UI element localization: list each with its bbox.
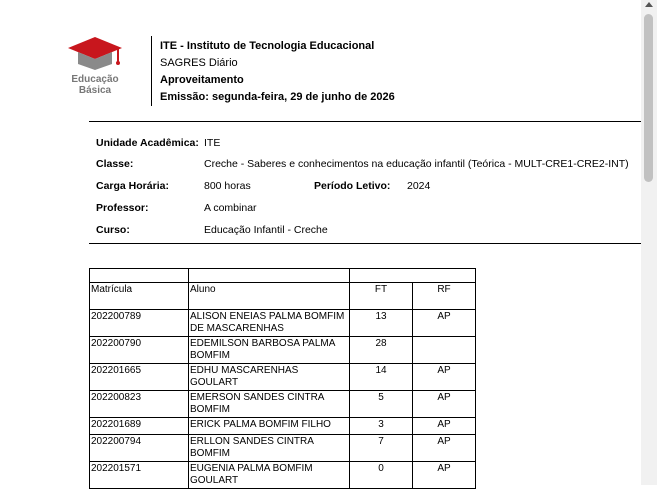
col-matricula-header: Matrícula (90, 283, 189, 310)
matricula-cell: 202200823 (90, 391, 189, 418)
ft-cell: 28 (350, 337, 413, 364)
report-header (151, 36, 641, 106)
aluno-cell (189, 435, 350, 462)
rf-cell: AP (413, 418, 476, 435)
report-title: Aproveitamento (160, 74, 244, 86)
aluno-name-line: GOULART (190, 475, 239, 486)
matricula-cell: 202200794 (90, 435, 189, 462)
matricula-cell: 202201665 (90, 364, 189, 391)
ft-cell: 7 (350, 435, 413, 462)
aluno-name-line: ALISON ENEIAS PALMA BOMFIM (190, 311, 345, 322)
table-row (90, 418, 476, 435)
unidade-label: Unidade Acadêmica: (96, 137, 199, 149)
col-ft-header: FT (350, 283, 413, 310)
scroll-up-arrow-icon[interactable] (645, 2, 653, 7)
table-row (90, 337, 476, 364)
carga-label: Carga Horária: (96, 180, 169, 192)
bottom-rule (89, 243, 641, 244)
aluno-cell (189, 364, 350, 391)
matricula-cell: 202201571 (90, 462, 189, 489)
table-row (90, 391, 476, 418)
carga-value: 800 horas (204, 180, 251, 192)
table-spacer-row (90, 269, 476, 283)
rf-cell: AP (413, 391, 476, 418)
table-row (90, 310, 476, 337)
table-header-row (90, 283, 476, 310)
issue-date: Emissão: segunda-feira, 29 de junho de 2026 (160, 91, 395, 103)
professor-value: A combinar (204, 202, 257, 214)
institution-name: ITE - Instituto de Tecnologia Educacional (160, 40, 375, 52)
matricula-cell: 202201689 (90, 418, 189, 435)
logo-caption: Educação Básica (71, 74, 119, 96)
periodo-value: 2024 (407, 180, 431, 192)
table-row (90, 364, 476, 391)
curso-label: Curso: (96, 224, 130, 236)
professor-label: Professor: (96, 202, 149, 214)
ft-cell: 0 (350, 462, 413, 489)
top-rule (89, 121, 641, 122)
aluno-cell (189, 310, 350, 337)
aluno-cell (189, 462, 350, 489)
classe-label: Classe: (96, 158, 134, 170)
aluno-name-line: ERICK PALMA BOMFIM FILHO (190, 419, 331, 430)
rf-cell: AP (413, 462, 476, 489)
rf-cell: AP (413, 364, 476, 391)
educacao-basica-logo (60, 34, 130, 96)
aluno-name-line: EDHU MASCARENHAS GOULART (190, 365, 299, 388)
matricula-cell: 202200789 (90, 310, 189, 337)
rf-cell: AP (413, 435, 476, 462)
ft-cell: 13 (350, 310, 413, 337)
aluno-name-line: EDEMILSON BARBOSA PALMA (190, 338, 336, 349)
classe-value: Creche - Saberes e conhecimentos na educação infantil (Teórica - MULT-CRE1-CRE2-INT) (204, 158, 629, 170)
scrollbar-thumb[interactable] (644, 14, 653, 182)
header-divider (151, 36, 152, 106)
table-row (90, 435, 476, 462)
ft-cell: 3 (350, 418, 413, 435)
ft-cell: 5 (350, 391, 413, 418)
rf-cell: AP (413, 310, 476, 337)
rf-cell (413, 337, 476, 364)
aluno-name-line: DE MASCARENHAS (190, 323, 284, 334)
matricula-cell: 202200790 (90, 337, 189, 364)
aluno-name-line: EMERSON SANDES CINTRA (190, 392, 325, 403)
aluno-cell (189, 391, 350, 418)
col-aluno-header: Aluno (189, 283, 350, 310)
aluno-name-line: BOMFIM (190, 350, 230, 361)
table-row (90, 462, 476, 489)
aluno-cell (189, 418, 350, 435)
students-table (89, 268, 476, 489)
system-name: SAGRES Diário (160, 57, 238, 69)
aluno-name-line: ERLLON SANDES CINTRA BOMFIM (190, 436, 314, 459)
aluno-name-line: EUGENIA PALMA BOMFIM (190, 463, 313, 474)
aluno-cell (189, 337, 350, 364)
periodo-label: Período Letivo: (314, 180, 391, 192)
graduation-cap-icon (64, 34, 126, 74)
ft-cell: 14 (350, 364, 413, 391)
col-rf-header: RF (413, 283, 476, 310)
aluno-name-line: BOMFIM (190, 404, 230, 415)
curso-value: Educação Infantil - Creche (204, 224, 328, 236)
unidade-value: ITE (204, 137, 221, 149)
